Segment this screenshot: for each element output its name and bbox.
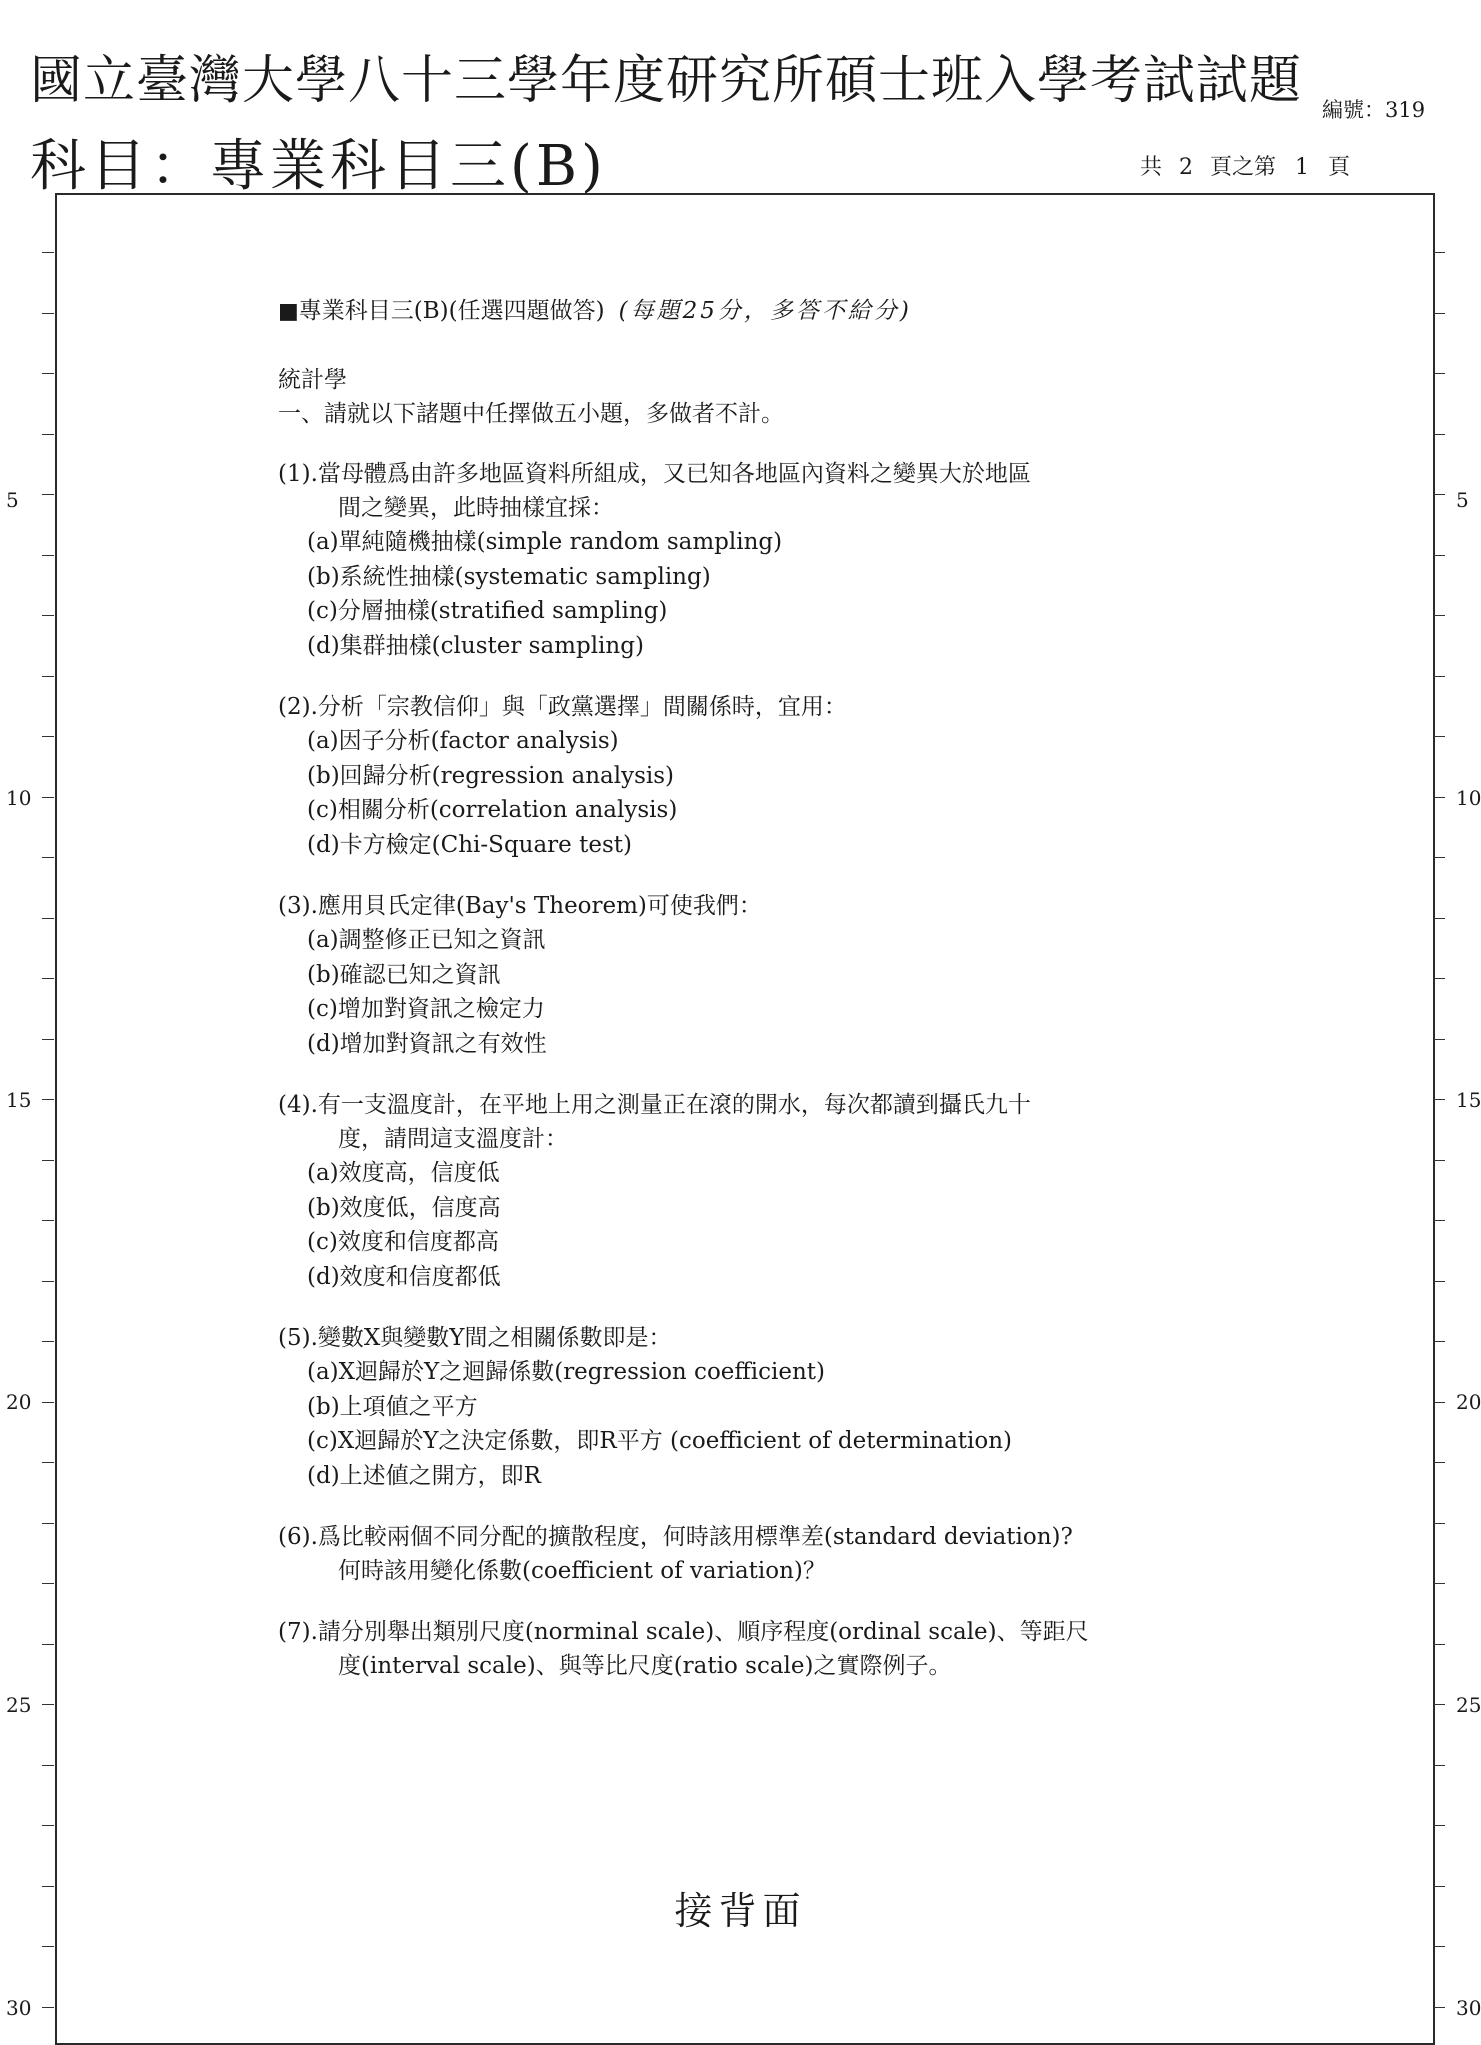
ruler-tick-left	[42, 494, 54, 495]
ruler-tick-left	[42, 1281, 54, 1282]
ruler-tick-left	[42, 1160, 54, 1161]
ruler-tick-left	[42, 857, 54, 858]
question-stem: (1).當母體爲由許多地區資料所組成，又已知各地區內資料之變異大於地區	[278, 461, 1031, 487]
question-stem: (3).應用貝氏定律(Bay's Theorem)可使我們：	[278, 893, 762, 919]
ruler-tick-left	[42, 1523, 54, 1524]
line-number-left: 10	[6, 786, 32, 810]
ruler-tick-left	[42, 555, 54, 556]
line-number-right: 20	[1456, 1390, 1481, 1414]
question-stem-continuation: 度，請問這支溫度計：	[338, 1126, 568, 1152]
ruler-tick-right	[1433, 797, 1445, 798]
line-number-right: 5	[1456, 488, 1469, 512]
question-option: (d)效度和信度都低	[307, 1263, 501, 1290]
ruler-tick-right	[1433, 2007, 1445, 2008]
ruler-tick-right	[1433, 252, 1445, 253]
ruler-tick-left	[42, 797, 54, 798]
ruler-tick-right	[1433, 615, 1445, 616]
question-stem: (6).爲比較兩個不同分配的擴散程度，何時該用標準差(standard deviation)?	[278, 1524, 1073, 1550]
question-option: (a)X迴歸於Y之迴歸係數(regression coefficient)	[307, 1359, 825, 1385]
question-option: (c)X迴歸於Y之決定係數，即R平方 (coefficient of determination)	[307, 1428, 1013, 1454]
ruler-tick-left	[42, 615, 54, 616]
serial-label: 編號：	[1322, 98, 1385, 122]
ruler-tick-left	[42, 1765, 54, 1766]
ruler-tick-right	[1433, 1099, 1445, 1100]
ruler-tick-left	[42, 1341, 54, 1342]
ruler-tick-left	[42, 1462, 54, 1463]
question-option: (c)相關分析(correlation analysis)	[307, 797, 678, 823]
ruler-tick-right	[1433, 1765, 1445, 1766]
serial-value: 319	[1385, 98, 1426, 122]
question-option: (a)效度高，信度低	[307, 1160, 500, 1186]
line-number-right: 15	[1456, 1088, 1481, 1112]
question-6	[278, 1520, 1178, 1588]
page-total-suffix: 頁之第	[1210, 155, 1277, 180]
exam-content	[278, 292, 1178, 1710]
question-option: (a)單純隨機抽樣(simple random sampling)	[307, 529, 783, 555]
question-option: (b)回歸分析(regression analysis)	[307, 762, 675, 789]
ruler-tick-left	[42, 1402, 54, 1403]
ruler-tick-right	[1433, 1946, 1445, 1947]
ruler-tick-right	[1433, 1220, 1445, 1221]
ruler-tick-right	[1433, 1039, 1445, 1040]
question-option: (c)增加對資訊之檢定力	[307, 996, 545, 1022]
ruler-tick-right	[1433, 1462, 1445, 1463]
ruler-tick-right	[1433, 1402, 1445, 1403]
instruction-text: 專業科目三(B)(任選四題做答)	[298, 298, 605, 324]
ruler-tick-left	[42, 1825, 54, 1826]
line-number-right: 25	[1456, 1693, 1481, 1717]
ruler-tick-right	[1433, 736, 1445, 737]
question-option: (d)上述値之開方，即R	[307, 1462, 541, 1489]
page-count	[1140, 150, 1350, 181]
page-current-suffix: 頁	[1328, 155, 1351, 180]
question-stem-continuation: 間之變異，此時抽樣宜採：	[338, 495, 614, 521]
page-total-prefix: 共	[1140, 155, 1163, 180]
line-number-left: 5	[6, 488, 19, 512]
question-option: (d)增加對資訊之有效性	[307, 1030, 547, 1057]
instruction	[278, 292, 1178, 325]
line-number-left: 25	[6, 1693, 32, 1717]
question-option: (b)上項値之平方	[307, 1393, 478, 1420]
section-title: 統計學	[278, 367, 347, 393]
ruler-tick-left	[42, 676, 54, 677]
line-number-right: 10	[1456, 786, 1481, 810]
ruler-tick-left	[42, 1946, 54, 1947]
ruler-tick-left	[42, 313, 54, 314]
ruler-tick-right	[1433, 1523, 1445, 1524]
ruler-tick-right	[1433, 1583, 1445, 1584]
subject-title: 科目：專業科目三(B)	[30, 134, 607, 199]
ruler-tick-left	[42, 978, 54, 979]
ruler-tick-right	[1433, 1281, 1445, 1282]
question-7	[278, 1615, 1178, 1683]
line-number-left: 15	[6, 1088, 32, 1112]
page-current: 1	[1295, 155, 1310, 180]
instruction-handwritten-note: (每題25分，多答不給分)	[618, 298, 912, 324]
line-number-left: 20	[6, 1390, 32, 1414]
question-stem: (5).變數X與變數Y間之相關係數即是：	[278, 1325, 672, 1351]
ruler-tick-right	[1433, 313, 1445, 314]
ruler-tick-right	[1433, 1160, 1445, 1161]
question-option: (a)因子分析(factor analysis)	[307, 728, 619, 754]
question-stem-continuation: 何時該用變化係數(coefficient of variation)？	[338, 1558, 826, 1584]
question-5	[278, 1321, 1178, 1493]
ruler-tick-left	[42, 736, 54, 737]
question-option: (b)系統性抽樣(systematic sampling)	[307, 563, 711, 590]
ruler-tick-right	[1433, 494, 1445, 495]
ruler-tick-right	[1433, 1704, 1445, 1705]
line-number-left: 30	[6, 1996, 32, 2020]
ruler-tick-left	[42, 1039, 54, 1040]
ruler-tick-right	[1433, 1644, 1445, 1645]
serial-number	[1322, 94, 1425, 124]
ruler-tick-left	[42, 918, 54, 919]
page-total: 2	[1179, 155, 1194, 180]
ruler-tick-left	[42, 252, 54, 253]
ruler-tick-right	[1433, 555, 1445, 556]
question-stem-continuation: 度(interval scale)、與等比尺度(ratio scale)之實際例子。	[338, 1653, 952, 1679]
ruler-tick-left	[42, 373, 54, 374]
ruler-tick-left	[42, 434, 54, 435]
question-2	[278, 690, 1178, 862]
bullet-square-icon: ■	[278, 299, 299, 324]
question-option: (d)卡方檢定(Chi-Square test)	[307, 831, 632, 858]
ruler-tick-right	[1433, 1825, 1445, 1826]
question-stem: (7).請分別舉出類別尺度(norminal scale)、順序程度(ordinal scale)、等距尺	[278, 1619, 1089, 1645]
ruler-tick-left	[42, 1099, 54, 1100]
question-option: (d)集群抽樣(cluster sampling)	[307, 632, 644, 659]
question-3	[278, 889, 1178, 1061]
question-option: (b)確認已知之資訊	[307, 961, 501, 988]
continue-on-back-note: 接背面	[674, 1889, 807, 1933]
exam-title: 國立臺灣大學八十三學年度研究所碩士班入學考試試題	[30, 51, 1303, 111]
ruler-tick-left	[42, 1583, 54, 1584]
ruler-tick-left	[42, 1220, 54, 1221]
ruler-tick-left	[42, 1644, 54, 1645]
question-option: (a)調整修正已知之資訊	[307, 927, 546, 953]
question-stem: (4).有一支溫度計，在平地上用之測量正在滾的開水，每次都讀到攝氏九十	[278, 1092, 1031, 1118]
question-option: (b)效度低，信度高	[307, 1194, 501, 1221]
ruler-tick-right	[1433, 1341, 1445, 1342]
question-1	[278, 457, 1178, 663]
ruler-tick-right	[1433, 918, 1445, 919]
ruler-tick-right	[1433, 978, 1445, 979]
question-option: (c)效度和信度都高	[307, 1229, 499, 1255]
section-intro: 一、請就以下諸題中任擇做五小題，多做者不計。	[278, 401, 784, 427]
ruler-tick-left	[42, 2007, 54, 2008]
question-stem: (2).分析「宗教信仰」與「政黨選擇」間關係時，宜用：	[278, 694, 847, 720]
line-number-right: 30	[1456, 1996, 1481, 2020]
question-4	[278, 1088, 1178, 1294]
ruler-tick-right	[1433, 676, 1445, 677]
ruler-tick-right	[1433, 434, 1445, 435]
ruler-tick-right	[1433, 373, 1445, 374]
ruler-tick-right	[1433, 857, 1445, 858]
question-option: (c)分層抽樣(stratified sampling)	[307, 598, 668, 624]
ruler-tick-left	[42, 1704, 54, 1705]
